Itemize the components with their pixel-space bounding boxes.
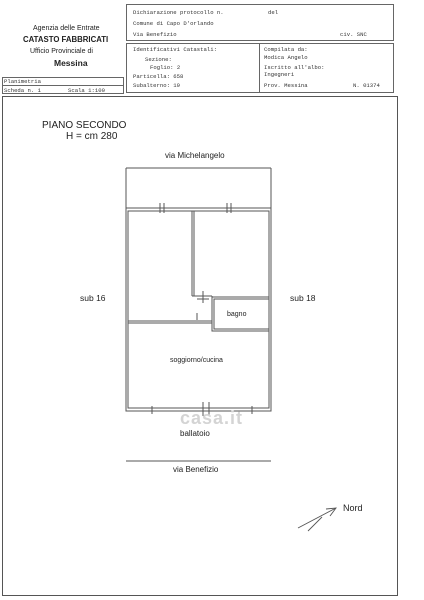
iscrizione-numero: N. 01374 [353, 82, 380, 89]
watermark: casa.it [180, 408, 244, 428]
balcony-label: ballatoio [180, 429, 210, 438]
identificativi-title: Identificativi Catastali: [133, 46, 217, 53]
sezione-label: Sezione: [145, 56, 172, 63]
comune-value: Comune di Capo D'orlando [133, 20, 214, 27]
compilata-name: Modica Angelo [264, 54, 308, 61]
scala-value: Scala 1:100 [68, 87, 105, 94]
iscritto-label: Iscritto all'albo: [264, 64, 325, 71]
dichiarazione-label: Dichiarazione protocollo n. [133, 9, 224, 16]
agency-name: Agenzia delle Entrate [33, 25, 100, 32]
del-label: del [268, 9, 279, 16]
left-neighbor-label: sub 16 [80, 293, 106, 303]
bathroom-label: bagno [227, 311, 247, 318]
catasto-title: CATASTO FABBRICATI [23, 35, 109, 44]
street-top-label: via Michelangelo [165, 151, 225, 160]
inner-wall [128, 211, 269, 408]
particella-value: Particella: 658 [133, 73, 184, 80]
right-neighbor-label: sub 18 [290, 293, 316, 303]
foglio-value: Foglio: 2 [150, 64, 181, 71]
north-arrow-icon [298, 508, 336, 531]
subalterno-value: Subalterno: 19 [133, 82, 180, 89]
street-bottom-label: via Benefizio [173, 465, 219, 474]
floor-height: H = cm 280 [66, 131, 118, 142]
outer-wall [126, 208, 271, 411]
living-label: soggiorno/cucina [170, 357, 223, 364]
ufficio-label: Ufficio Provinciale di [30, 48, 93, 55]
floor-title: PIANO SECONDO [42, 120, 127, 131]
provincia-value: Prov. Messina [264, 82, 308, 89]
albo-value: Ingegneri [264, 71, 295, 78]
via-value: Via Benefizio [133, 31, 177, 38]
office-city: Messina [54, 58, 88, 68]
planimetria-label: Planimetria [4, 78, 41, 85]
north-label: Nord [343, 503, 363, 513]
civico-value: civ. SNC [340, 31, 367, 38]
compilata-title: Compilata da: [264, 46, 308, 53]
scheda-value: Scheda n. 1 [4, 87, 41, 94]
